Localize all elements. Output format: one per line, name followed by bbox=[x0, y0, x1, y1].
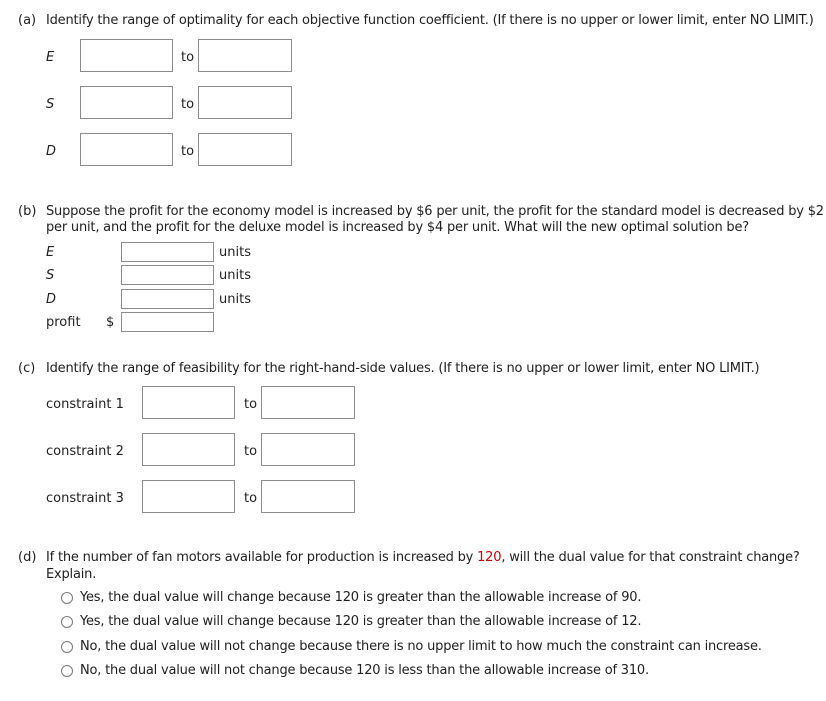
highlighted-value: 120 bbox=[477, 550, 502, 565]
profit-input[interactable] bbox=[121, 312, 214, 332]
to-label: to bbox=[244, 397, 258, 412]
question-pre: If the number of fan motors available for production is increased by bbox=[46, 550, 478, 565]
s-lower-input[interactable] bbox=[80, 86, 173, 119]
new-s-input[interactable] bbox=[121, 265, 214, 285]
option-1-label[interactable]: Yes, the dual value will change because 120 is greater than the allowable increase of 90. bbox=[80, 590, 642, 605]
constraint-2-label: constraint 2 bbox=[46, 444, 124, 459]
to-label: to bbox=[181, 97, 195, 112]
constraint-3-upper-input[interactable] bbox=[261, 480, 355, 513]
d-lower-input[interactable] bbox=[80, 133, 173, 166]
constraint-2-lower-input[interactable] bbox=[142, 433, 235, 466]
e-lower-input[interactable] bbox=[80, 39, 173, 72]
units-label: units bbox=[219, 292, 251, 307]
option-4-label[interactable]: No, the dual value will not change because 120 is less than the allowable increase of 310. bbox=[80, 663, 649, 678]
constraint-3-lower-input[interactable] bbox=[142, 480, 235, 513]
to-label: to bbox=[181, 50, 195, 65]
option-3-label[interactable]: No, the dual value will not change because there is no upper limit to how much the constraint can increase. bbox=[80, 639, 762, 654]
var-e-label: E bbox=[46, 245, 55, 260]
part-d-question bbox=[46, 550, 800, 565]
var-d-label: D bbox=[46, 292, 57, 307]
part-c-label: (c) bbox=[18, 361, 36, 376]
part-b-label: (b) bbox=[18, 204, 37, 219]
e-upper-input[interactable] bbox=[198, 39, 292, 72]
option-3-radio[interactable] bbox=[61, 641, 73, 653]
units-label: units bbox=[219, 245, 251, 260]
option-4-radio[interactable] bbox=[61, 665, 73, 677]
constraint-1-lower-input[interactable] bbox=[142, 386, 235, 419]
units-label: units bbox=[219, 268, 251, 283]
option-2-label[interactable]: Yes, the dual value will change because 120 is greater than the allowable increase of 12. bbox=[80, 614, 642, 629]
part-d-question-line2: Explain. bbox=[46, 567, 97, 582]
constraint-1-label: constraint 1 bbox=[46, 397, 124, 412]
to-label: to bbox=[244, 444, 258, 459]
part-b-question-line1: Suppose the profit for the economy model is increased by $6 per unit, the profit for the standard model is decreased by $2 bbox=[46, 204, 824, 219]
var-s-label: S bbox=[46, 268, 55, 283]
question-post: , will the dual value for that constraint change? bbox=[501, 550, 800, 565]
part-c-question: Identify the range of feasibility for the right-hand-side values. (If there is no upper or lower limit, enter NO LIMIT.) bbox=[46, 361, 760, 376]
constraint-2-upper-input[interactable] bbox=[261, 433, 355, 466]
var-d-label: D bbox=[46, 144, 57, 159]
new-d-input[interactable] bbox=[121, 289, 214, 309]
var-s-label: S bbox=[46, 97, 55, 112]
part-a-question: Identify the range of optimality for each objective function coefficient. (If there is no upper or lower limit, enter NO LIMIT.) bbox=[46, 13, 814, 28]
var-e-label: E bbox=[46, 50, 55, 65]
s-upper-input[interactable] bbox=[198, 86, 292, 119]
d-upper-input[interactable] bbox=[198, 133, 292, 166]
option-2-radio[interactable] bbox=[61, 616, 73, 628]
part-d-label: (d) bbox=[18, 550, 37, 565]
part-a-label: (a) bbox=[18, 13, 37, 28]
option-1-radio[interactable] bbox=[61, 592, 73, 604]
constraint-1-upper-input[interactable] bbox=[261, 386, 355, 419]
to-label: to bbox=[181, 144, 195, 159]
dollar-sign: $ bbox=[106, 315, 115, 330]
part-b-question-line2: per unit, and the profit for the deluxe model is increased by $4 per unit. What will the new optimal solution be? bbox=[46, 220, 749, 235]
new-e-input[interactable] bbox=[121, 242, 214, 262]
constraint-3-label: constraint 3 bbox=[46, 491, 124, 506]
to-label: to bbox=[244, 491, 258, 506]
profit-label: profit bbox=[46, 315, 81, 330]
